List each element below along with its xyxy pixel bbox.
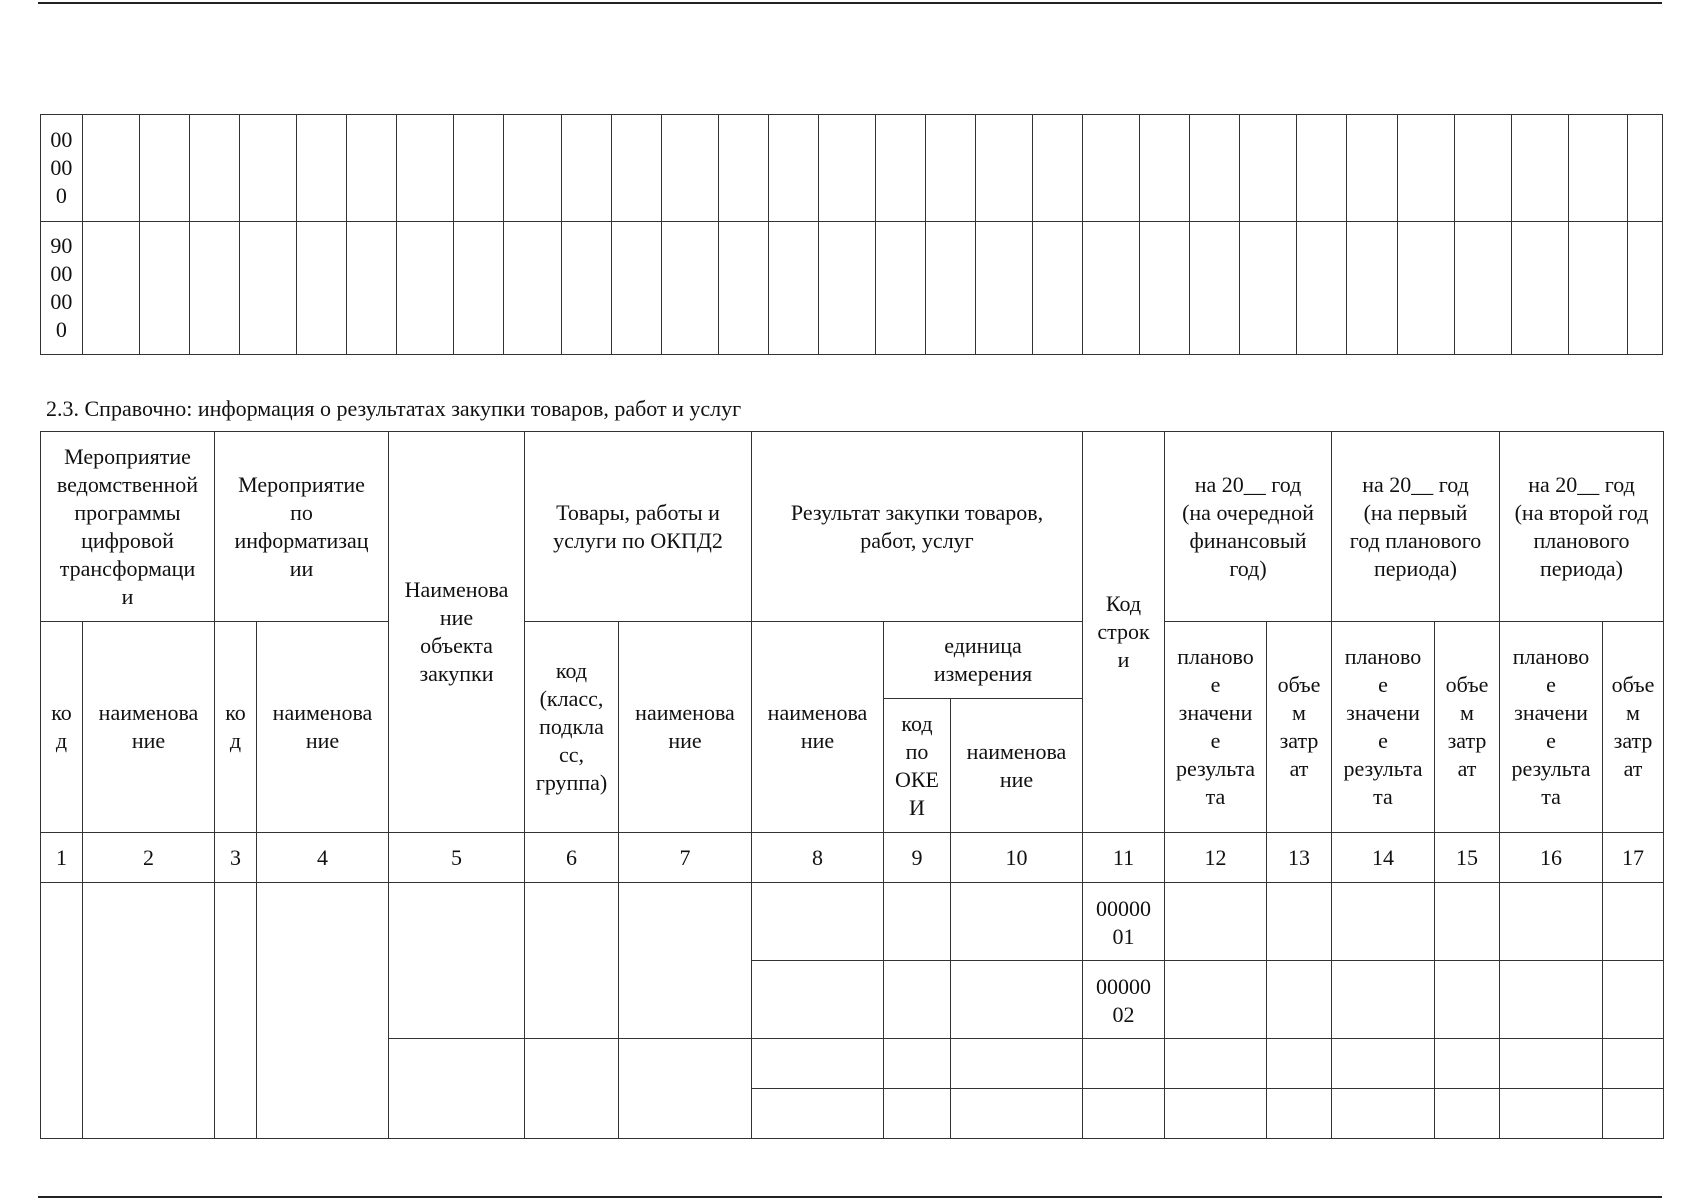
header-line: Мероприятие [64, 443, 191, 469]
code-line: 00000 [1096, 974, 1151, 999]
empty-cell [190, 115, 240, 222]
header-line: объекта [420, 633, 493, 658]
empty-cell [454, 115, 504, 222]
header-line: е [1546, 672, 1556, 697]
header-line: наименова [635, 700, 735, 725]
header-line: И [909, 794, 925, 820]
header-line: (на второй год [1514, 499, 1649, 525]
column-number: 14 [1332, 833, 1435, 883]
header-line: строк [1097, 619, 1150, 644]
empty-cell [768, 222, 818, 355]
empty-cell [1603, 1089, 1664, 1139]
empty-cell [504, 115, 561, 222]
empty-cell [951, 961, 1083, 1039]
empty-cell [1500, 1039, 1603, 1089]
top-rule [38, 2, 1662, 4]
subheader-name [951, 699, 1083, 833]
empty-cell [297, 222, 347, 355]
empty-cell [1267, 961, 1332, 1039]
subheader-plan-value [1165, 622, 1267, 833]
column-numbers-row [41, 833, 1664, 883]
header-line: год планового [1349, 527, 1482, 553]
subheader-unit [884, 622, 1083, 699]
empty-cell [1628, 115, 1663, 222]
empty-cell [661, 115, 718, 222]
table-row [41, 115, 1663, 222]
empty-cell [1083, 1089, 1165, 1139]
empty-cell [454, 222, 504, 355]
empty-cell [82, 115, 139, 222]
empty-cell [884, 1089, 951, 1139]
empty-cell [83, 883, 215, 1139]
header-line: на 20__ год [1528, 471, 1635, 497]
header-line: затр [1447, 728, 1487, 753]
header-line: единица [944, 633, 1022, 658]
header-line: м [1460, 700, 1474, 725]
column-number: 12 [1165, 833, 1267, 883]
empty-cell [951, 1039, 1083, 1089]
header-line: на 20__ год [1194, 471, 1302, 497]
empty-cell [661, 222, 718, 355]
header-line: ние [305, 728, 340, 753]
empty-cell [611, 115, 661, 222]
column-number: 15 [1435, 833, 1500, 883]
code-line: 00 [50, 155, 73, 180]
row-code-cell [41, 222, 83, 355]
header-info-event [215, 432, 389, 622]
empty-cell [752, 1089, 884, 1139]
empty-cell [397, 222, 454, 355]
empty-cell [768, 115, 818, 222]
header-year-3 [1500, 432, 1664, 622]
empty-cell [884, 883, 951, 961]
column-number: 17 [1603, 833, 1664, 883]
header-object-name [389, 432, 525, 833]
header-line: та [1205, 784, 1226, 809]
empty-cell [1267, 1089, 1332, 1139]
empty-cell [389, 883, 525, 1039]
column-number: 9 [884, 833, 951, 883]
header-line: измерения [933, 661, 1033, 686]
empty-cell [1267, 1039, 1332, 1089]
column-number: 3 [215, 833, 257, 883]
header-line: значени [1178, 700, 1253, 725]
empty-cell [1568, 115, 1627, 222]
header-line: е [1210, 672, 1221, 697]
subheader-plan-value [1332, 622, 1435, 833]
table-row [41, 883, 1664, 961]
code-line: 02 [1112, 1002, 1135, 1027]
subheader-code [41, 622, 83, 833]
header-year-2 [1332, 432, 1500, 622]
empty-cell [1165, 961, 1267, 1039]
empty-cell [1190, 115, 1240, 222]
header-line: программы [74, 499, 181, 525]
header-line: Результат закупки товаров, [790, 499, 1044, 525]
empty-cell [1397, 222, 1454, 355]
header-line: ко [225, 700, 246, 725]
code-line: 0 [55, 183, 67, 208]
empty-cell [525, 1039, 619, 1139]
empty-cell [1190, 222, 1240, 355]
header-line: значени [1514, 700, 1588, 725]
header-line: Товары, работы и [556, 499, 720, 525]
header-line: наименова [272, 700, 373, 725]
empty-cell [951, 1089, 1083, 1139]
header-line: (на первый [1363, 499, 1468, 525]
empty-cell [752, 1039, 884, 1089]
empty-cell [1332, 1039, 1435, 1089]
subheader-cost [1435, 622, 1500, 833]
header-line: ат [1289, 756, 1309, 781]
empty-cell [82, 222, 139, 355]
subheader-name [619, 622, 752, 833]
empty-cell [925, 222, 975, 355]
empty-cell [975, 115, 1032, 222]
empty-cell [718, 222, 768, 355]
empty-cell [561, 222, 611, 355]
empty-cell [951, 883, 1083, 961]
empty-cell [1033, 222, 1083, 355]
column-number: 2 [83, 833, 215, 883]
row-code-cell [1083, 961, 1165, 1039]
header-line: планово [1344, 644, 1422, 669]
empty-cell [1140, 222, 1190, 355]
column-number: 13 [1267, 833, 1332, 883]
subheader-name [752, 622, 884, 833]
empty-cell [1240, 115, 1297, 222]
empty-cell [1454, 222, 1511, 355]
empty-cell [504, 222, 561, 355]
header-line: ние [668, 728, 702, 753]
header-line: работ, услуг [860, 527, 974, 553]
code-line: 00 [50, 289, 73, 314]
header-line: год) [1229, 555, 1267, 581]
header-line: подкла [539, 714, 604, 739]
empty-cell [925, 115, 975, 222]
subheader-name [83, 622, 215, 833]
header-line: затр [1613, 728, 1653, 753]
header-line: та [1541, 784, 1561, 809]
empty-cell [190, 222, 240, 355]
empty-cell [1297, 115, 1347, 222]
empty-cell [1332, 1089, 1435, 1139]
empty-cell [1083, 222, 1140, 355]
continuation-table [40, 114, 1663, 355]
empty-cell [718, 115, 768, 222]
header-line: Мероприятие [238, 471, 365, 497]
empty-cell [1083, 1039, 1165, 1089]
code-line: 01 [1112, 924, 1135, 949]
column-number: 11 [1083, 833, 1165, 883]
empty-cell [619, 883, 752, 1039]
header-line: ние [131, 728, 166, 753]
header-line: ние [999, 766, 1034, 792]
empty-cell [561, 115, 611, 222]
header-line: е [1378, 672, 1388, 697]
empty-cell [1511, 115, 1568, 222]
header-line: информатизац [234, 527, 369, 553]
empty-cell [1435, 961, 1500, 1039]
header-line: периода) [1374, 555, 1457, 581]
header-line: на 20__ год [1362, 471, 1469, 497]
empty-cell [1033, 115, 1083, 222]
header-line: группа) [535, 770, 608, 795]
header-line: результа [1175, 756, 1256, 781]
header-line: е [1546, 728, 1556, 753]
empty-cell [875, 222, 925, 355]
empty-cell [875, 115, 925, 222]
header-line: (на очередной [1182, 499, 1314, 525]
header-line: услуги по ОКПД2 [553, 527, 723, 553]
header-line: м [1292, 700, 1306, 725]
empty-cell [1628, 222, 1663, 355]
empty-cell [1568, 222, 1627, 355]
empty-cell [1347, 115, 1397, 222]
code-line: 0 [55, 317, 67, 342]
header-line: объе [1277, 672, 1321, 697]
empty-cell [297, 115, 347, 222]
empty-cell [41, 883, 83, 1139]
bottom-rule [38, 1196, 1662, 1198]
header-line: м [1626, 700, 1640, 725]
empty-cell [1347, 222, 1397, 355]
subheader-code [215, 622, 257, 833]
empty-cell [611, 222, 661, 355]
header-row-code [1083, 432, 1165, 833]
empty-cell [975, 222, 1032, 355]
empty-cell [818, 115, 875, 222]
header-line: наименова [966, 738, 1067, 764]
header-line: ат [1457, 756, 1477, 781]
empty-cell [240, 115, 297, 222]
empty-cell [1500, 1089, 1603, 1139]
header-line: значени [1346, 700, 1420, 725]
column-number: 6 [525, 833, 619, 883]
procurement-results-table [40, 431, 1664, 1139]
empty-cell [257, 883, 389, 1139]
column-number: 7 [619, 833, 752, 883]
header-line: е [1378, 728, 1388, 753]
empty-cell [1165, 883, 1267, 961]
empty-cell [1332, 961, 1435, 1039]
empty-cell [818, 222, 875, 355]
header-line: результа [1343, 756, 1423, 781]
header-line: сс, [558, 742, 585, 767]
header-line: планово [1512, 644, 1590, 669]
header-line: ии [289, 555, 314, 581]
header-line: финансовый [1189, 527, 1307, 553]
header-line: е [1210, 728, 1221, 753]
code-line: 00 [50, 261, 73, 286]
column-number: 5 [389, 833, 525, 883]
empty-cell [347, 115, 397, 222]
code-line: 00000 [1096, 896, 1151, 921]
subheader-cost [1267, 622, 1332, 833]
header-line: наименова [767, 700, 868, 725]
subheader-okpd-code [525, 622, 619, 833]
header-line: планового [1533, 527, 1630, 553]
empty-cell [1267, 883, 1332, 961]
header-line: код [901, 710, 933, 736]
header-line: д [229, 728, 242, 753]
empty-cell [397, 115, 454, 222]
header-line: (класс, [539, 686, 604, 711]
empty-cell [752, 961, 884, 1039]
column-number: 8 [752, 833, 884, 883]
empty-cell [1140, 115, 1190, 222]
empty-cell [389, 1039, 525, 1139]
header-goods-okpd2 [525, 432, 752, 622]
table-row [41, 222, 1663, 355]
header-line: периода) [1540, 555, 1623, 581]
empty-cell [1435, 883, 1500, 961]
empty-cell [1500, 961, 1603, 1039]
empty-cell [1332, 883, 1435, 961]
empty-cell [752, 883, 884, 961]
empty-cell [1165, 1089, 1267, 1139]
empty-cell [1297, 222, 1347, 355]
empty-cell [1603, 961, 1664, 1039]
row-code-cell [1083, 883, 1165, 961]
subheader-okei-code [884, 699, 951, 833]
header-line: ведомственной [56, 471, 199, 497]
empty-cell [140, 115, 190, 222]
section-title: 2.3. Справочно: информация о результатах закупки товаров, работ и услуг [46, 396, 742, 421]
column-number: 4 [257, 833, 389, 883]
header-line: объе [1611, 672, 1655, 697]
code-line: 90 [50, 233, 73, 258]
column-number: 16 [1500, 833, 1603, 883]
subheader-name [257, 622, 389, 833]
empty-cell [140, 222, 190, 355]
header-line: та [1373, 784, 1393, 809]
empty-cell [1454, 115, 1511, 222]
header-line: по [290, 499, 313, 525]
empty-cell [347, 222, 397, 355]
header-line: объе [1445, 672, 1489, 697]
empty-cell [1603, 1039, 1664, 1089]
header-line: ОКЕ [895, 766, 939, 792]
header-line: и [1117, 647, 1130, 672]
header-procurement-result [752, 432, 1083, 622]
code-line: 00 [50, 127, 73, 152]
header-line: ние [439, 605, 474, 630]
header-line: и [121, 583, 134, 609]
header-line: код [555, 658, 588, 683]
empty-cell [1083, 115, 1140, 222]
header-line: затр [1279, 728, 1319, 753]
header-line: ат [1623, 756, 1643, 781]
header-line: д [55, 728, 68, 753]
empty-cell [1511, 222, 1568, 355]
empty-cell [1603, 883, 1664, 961]
empty-cell [240, 222, 297, 355]
header-line: наименова [98, 700, 199, 725]
header-line: по [905, 738, 929, 764]
header-line: закупки [419, 661, 494, 686]
column-number: 1 [41, 833, 83, 883]
empty-cell [1397, 115, 1454, 222]
header-line: цифровой [81, 527, 174, 553]
empty-cell [1435, 1089, 1500, 1139]
empty-cell [619, 1039, 752, 1139]
empty-cell [1240, 222, 1297, 355]
empty-cell [525, 883, 619, 1039]
header-digital-event [41, 432, 215, 622]
empty-cell [884, 961, 951, 1039]
row-code-cell [41, 115, 83, 222]
header-line: результа [1511, 756, 1591, 781]
empty-cell [1500, 883, 1603, 961]
empty-cell [215, 883, 257, 1139]
column-number: 10 [951, 833, 1083, 883]
header-line: ко [51, 700, 72, 725]
header-line: Код [1105, 591, 1142, 616]
header-line: ние [800, 728, 835, 753]
header-line: трансформаци [59, 555, 196, 581]
header-line: планово [1177, 644, 1254, 669]
empty-cell [1165, 1039, 1267, 1089]
header-year-1 [1165, 432, 1332, 622]
subheader-cost [1603, 622, 1664, 833]
subheader-plan-value [1500, 622, 1603, 833]
empty-cell [884, 1039, 951, 1089]
header-line: Наименова [404, 577, 509, 602]
empty-cell [1435, 1039, 1500, 1089]
